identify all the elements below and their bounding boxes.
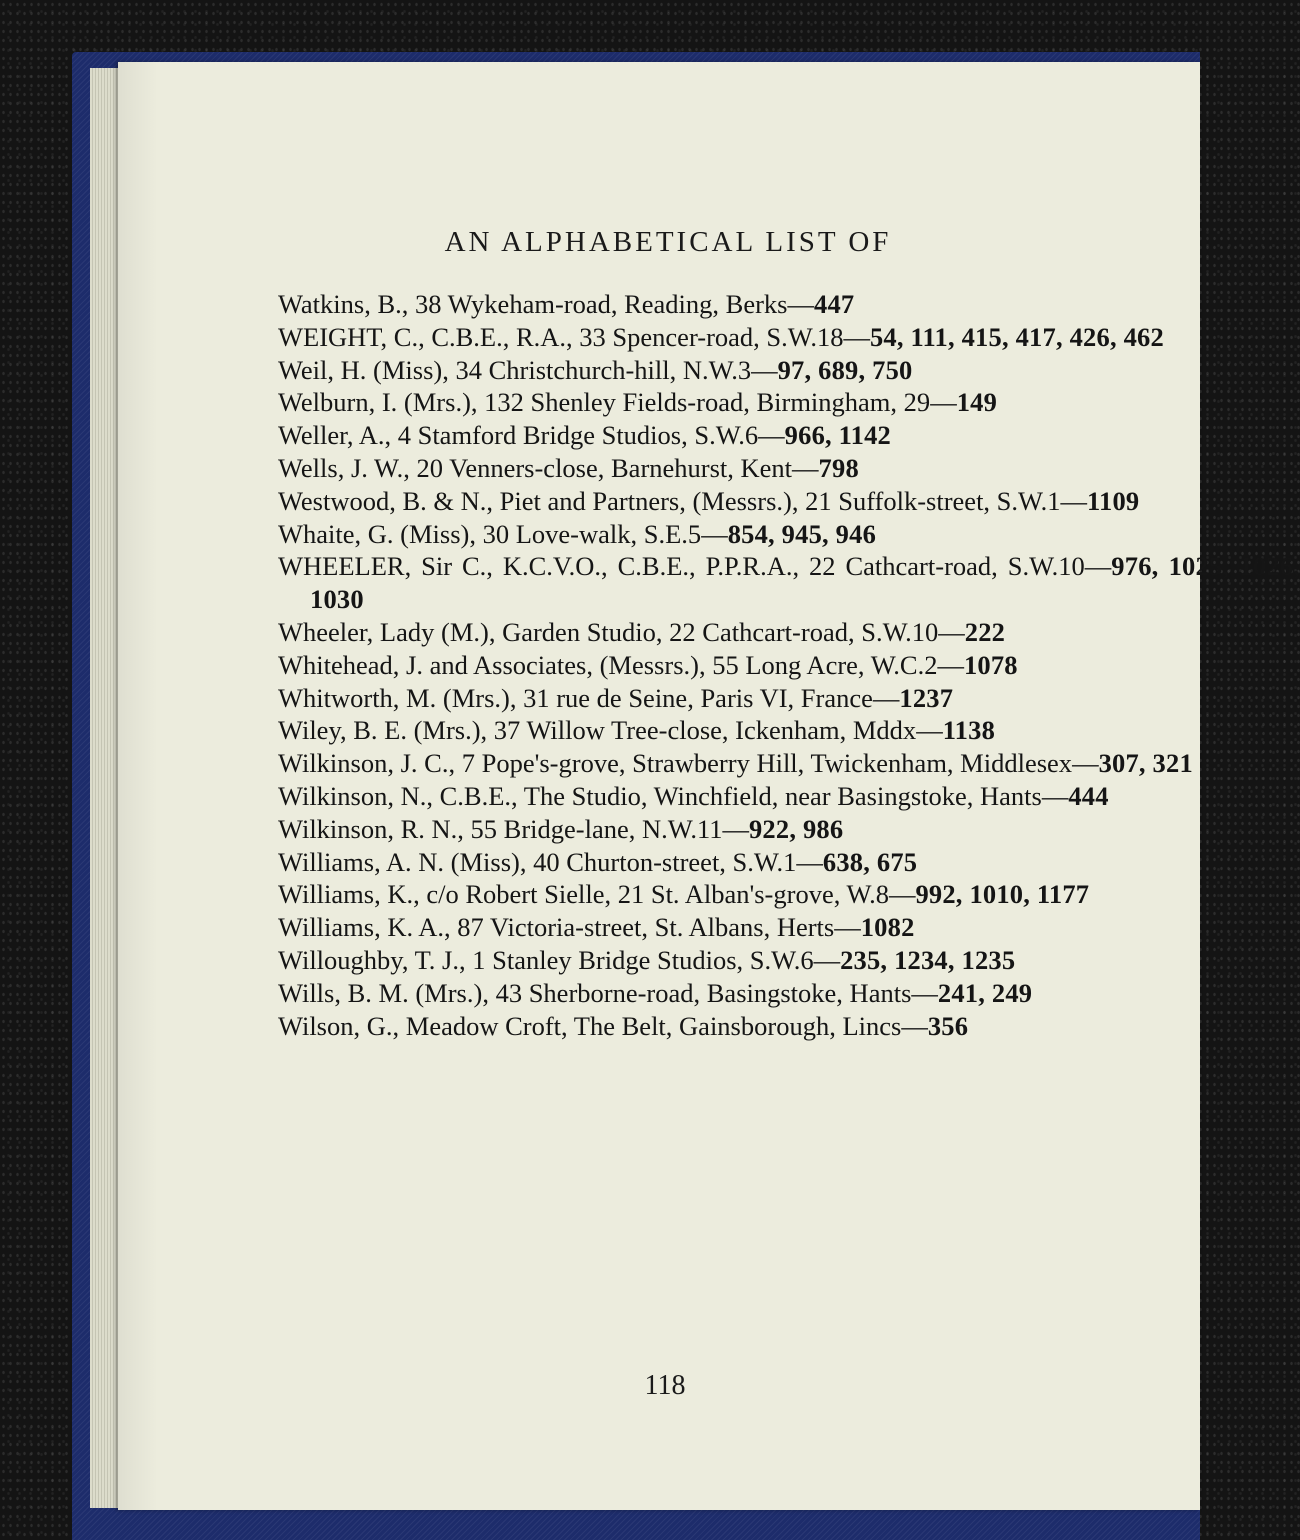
list-item xyxy=(278,977,1300,1010)
page-number xyxy=(118,1370,1200,1402)
entry-catalogue-numbers: 1078 xyxy=(963,649,1018,680)
book-page xyxy=(118,62,1300,1510)
entry-name-address: WHEELER, Sir C., K.C.V.O., C.B.E., P.P.R.A., 22 Cathcart-road, S.W.10 xyxy=(278,551,1085,582)
entry-name-address: Wills, B. M. (Mrs.), 43 Sherborne-road, Basingstoke, Hants xyxy=(278,977,912,1008)
entry-separator: — xyxy=(787,289,814,319)
entry-separator: — xyxy=(758,420,785,451)
entry-name-address: Weil, H. (Miss), 34 Christchurch-hill, N.W.3 xyxy=(278,354,752,385)
list-item xyxy=(278,714,1300,747)
entry-name-address: Wilkinson, R. N., 55 Bridge-lane, N.W.11 xyxy=(278,813,723,844)
list-item xyxy=(278,878,1300,911)
entry-name-address: Whaite, G. (Miss), 30 Love-walk, S.E.5 xyxy=(278,518,702,549)
entry-name-address: Whitehead, J. and Associates, (Messrs.), 55 Long Acre, W.C.2 xyxy=(278,649,938,680)
entry-separator: — xyxy=(722,813,749,844)
entry-catalogue-numbers: 1138 xyxy=(942,715,996,746)
running-head xyxy=(118,226,1200,259)
list-item xyxy=(278,944,1300,977)
entry-separator: — xyxy=(930,387,957,418)
list-item xyxy=(278,911,1300,944)
entry-name-address: Weller, A., 4 Stamford Bridge Studios, S.W.6 xyxy=(278,420,759,451)
entry-name-address: Watkins, B., 38 Wykeham-road, Reading, Berks xyxy=(278,289,788,319)
entry-catalogue-numbers: 798 xyxy=(818,452,859,483)
list-item xyxy=(278,616,1300,649)
entry-name-address: Wheeler, Lady (M.), Garden Studio, 22 Cathcart-road, S.W.10 xyxy=(278,616,939,647)
entry-separator: — xyxy=(937,649,964,680)
entry-catalogue-numbers: 922, 986 xyxy=(748,813,844,844)
entry-catalogue-numbers: 976, 1025, 1026, 1030 xyxy=(310,551,1300,615)
entry-name-address: Wilkinson, N., C.B.E., The Studio, Winchfield, near Basingstoke, Hants xyxy=(278,780,1042,811)
entry-name-address: Wilson, G., Meadow Croft, The Belt, Gainsborough, Lincs xyxy=(278,1010,902,1041)
list-item xyxy=(278,419,1300,452)
list-item xyxy=(278,321,1300,354)
entry-catalogue-numbers: 1082 xyxy=(860,912,915,943)
entry-name-address: Williams, K. A., 87 Victoria-street, St. Albans, Herts xyxy=(278,912,835,943)
entry-separator: — xyxy=(1060,485,1088,516)
entry-separator: — xyxy=(751,354,778,385)
list-item xyxy=(278,682,1300,715)
entry-catalogue-numbers: 97, 689, 750 xyxy=(777,354,913,385)
list-item xyxy=(278,846,1300,879)
entry-name-address: WEIGHT, C., C.B.E., R.A., 33 Spencer-road, S.W.18 xyxy=(278,321,844,352)
list-item xyxy=(278,452,1300,485)
entry-catalogue-numbers: 1109 xyxy=(1087,485,1140,516)
entry-separator: — xyxy=(911,977,938,1008)
list-item xyxy=(278,747,1300,780)
entry-separator: — xyxy=(872,682,900,713)
list-item xyxy=(278,550,1300,616)
directory-list xyxy=(278,288,1300,1042)
entry-separator: — xyxy=(901,1010,928,1041)
list-item xyxy=(278,1010,1300,1043)
list-item xyxy=(278,780,1300,813)
list-item xyxy=(278,485,1300,518)
list-item xyxy=(278,386,1300,419)
entry-name-address: Welburn, I. (Mrs.), 132 Shenley Fields-road, Birmingham, 29 xyxy=(278,387,931,418)
entry-separator: — xyxy=(834,912,861,943)
entry-separator: — xyxy=(938,616,965,647)
entry-catalogue-numbers: 854, 945, 946 xyxy=(727,518,877,549)
entry-separator: — xyxy=(916,715,943,746)
list-item xyxy=(278,354,1300,387)
entry-catalogue-numbers: 992, 1010, 1177 xyxy=(915,879,1090,910)
entry-catalogue-numbers: 444 xyxy=(1068,780,1109,811)
entry-name-address: Williams, K., c/o Robert Sielle, 21 St. Alban's-grove, W.8 xyxy=(278,879,889,910)
entry-name-address: Whitworth, M. (Mrs.), 31 rue de Seine, Paris VI, France xyxy=(278,682,873,713)
entry-name-address: Williams, A. N. (Miss), 40 Churton-street, S.W.1 xyxy=(278,846,797,877)
entry-separator: — xyxy=(701,518,728,549)
entry-catalogue-numbers: 356 xyxy=(927,1010,969,1041)
entry-catalogue-numbers: 447 xyxy=(814,289,855,319)
entry-catalogue-numbers: 235, 1234, 1235 xyxy=(840,944,1016,975)
entry-name-address: Wells, J. W., 20 Venners-close, Barnehurst, Kent xyxy=(278,452,793,483)
entry-separator: — xyxy=(792,452,819,483)
entry-separator: — xyxy=(1084,551,1112,582)
entry-name-address: Willoughby, T. J., 1 Stanley Bridge Studios, S.W.6 xyxy=(278,944,814,975)
entry-name-address: Westwood, B. & N., Piet and Partners, (Messrs.), 21 Suffolk-street, S.W.1 xyxy=(278,485,1061,516)
entry-catalogue-numbers: 222 xyxy=(964,616,1006,647)
entry-separator: — xyxy=(1041,780,1069,811)
list-item xyxy=(278,288,1300,321)
entry-catalogue-numbers: 1237 xyxy=(899,682,954,713)
entry-catalogue-numbers: 966, 1142 xyxy=(784,420,892,451)
entry-separator: — xyxy=(888,879,916,910)
entry-catalogue-numbers: 241, 249 xyxy=(937,977,1033,1008)
entry-catalogue-numbers: 307, 321 xyxy=(1098,748,1193,779)
running-head-text: AN ALPHABETICAL LIST OF xyxy=(444,226,892,258)
page-number-text: 118 xyxy=(644,1370,686,1401)
entry-catalogue-numbers: 54, 111, 415, 417, 426, 462 xyxy=(869,321,1164,352)
entry-catalogue-numbers: 149 xyxy=(956,387,998,418)
list-item xyxy=(278,518,1300,551)
entry-catalogue-numbers: 638, 675 xyxy=(822,846,918,877)
entry-name-address: Wiley, B. E. (Mrs.), 37 Willow Tree-close, Ickenham, Mddx xyxy=(278,715,917,746)
list-item xyxy=(278,813,1300,846)
entry-separator: — xyxy=(1072,748,1099,779)
list-item xyxy=(278,649,1300,682)
entry-separator: — xyxy=(843,321,870,352)
entry-separator: — xyxy=(813,944,841,975)
entry-name-address: Wilkinson, J. C., 7 Pope's-grove, Strawberry Hill, Twickenham, Middlesex xyxy=(278,748,1073,779)
entry-separator: — xyxy=(796,846,823,877)
